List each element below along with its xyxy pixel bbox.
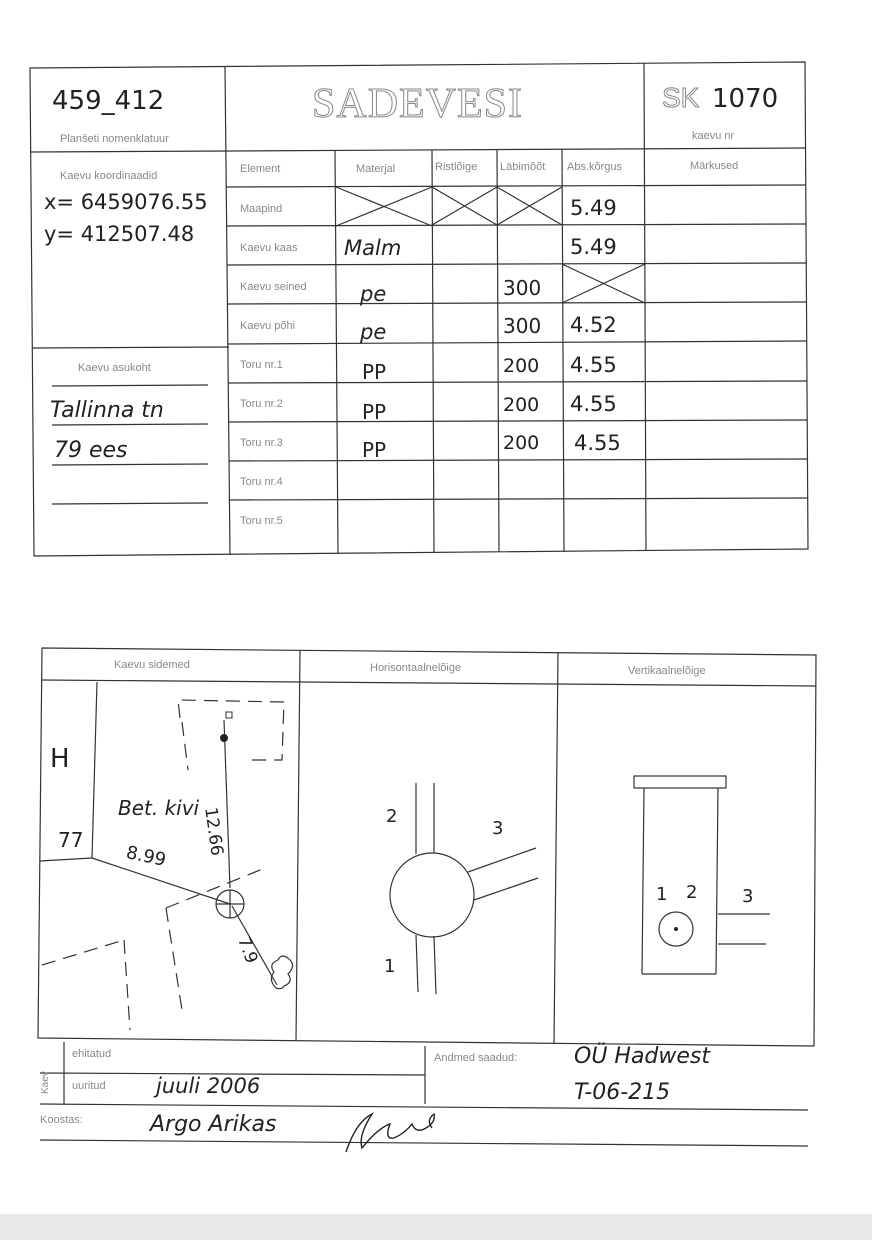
dimension-1: 12.66 — [200, 806, 227, 857]
row-element: Toru nr.1 — [240, 359, 283, 371]
header-remarks: Märkused — [690, 160, 739, 172]
row-abs-height: 4.55 — [574, 431, 621, 455]
header-horizontal: Horisontaalnelõige — [370, 662, 462, 674]
row-element: Maapind — [240, 203, 283, 215]
footer-measured-value: juuli 2006 — [156, 1074, 261, 1098]
coords-label: Kaevu koordinaadid — [60, 170, 158, 182]
row-element: Kaevu põhi — [240, 320, 296, 332]
page-title: SADEVESI — [312, 81, 524, 127]
row-material: pe — [360, 282, 387, 306]
vertical-label-1: 1 — [656, 884, 668, 905]
footer-data-from-value-1: OÜ Hadwest — [574, 1044, 711, 1069]
location-line-1: Tallinna tn — [50, 398, 164, 423]
row-element: Kaevu seined — [240, 281, 307, 293]
vertical-label-2: 2 — [686, 882, 698, 903]
row-element: Kaevu kaas — [240, 242, 298, 254]
footer-section-label: Kaev — [40, 1071, 51, 1094]
header-abs-height: Abs.kõrgus — [567, 161, 623, 173]
header-vertical: Vertikaalnelõige — [628, 665, 706, 677]
row-material: PP — [362, 438, 387, 462]
row-abs-height: 4.55 — [570, 353, 617, 377]
footer-measured-label: uuritud — [72, 1080, 106, 1092]
row-element: Toru nr.2 — [240, 398, 283, 410]
row-material: pe — [360, 320, 387, 344]
location-label: Kaevu asukoht — [78, 362, 151, 374]
header-element: Element — [240, 163, 281, 175]
header-diameter: Läbimõõt — [500, 161, 546, 173]
coord-y: y= 412507.48 — [44, 222, 195, 246]
row-abs-height: 4.52 — [570, 313, 617, 337]
row-material: PP — [362, 400, 387, 424]
footer-compiled-value: Argo Arikas — [150, 1112, 277, 1137]
footer-compiled-label: Koostas: — [40, 1114, 83, 1126]
well-number: 1070 — [712, 84, 779, 114]
row-abs-height: 5.49 — [570, 196, 617, 220]
header-ties: Kaevu sidemed — [114, 659, 190, 671]
row-material: Malm — [344, 236, 402, 260]
footer-data-from-label: Andmed saadud: — [434, 1052, 518, 1064]
row-diameter: 300 — [503, 276, 542, 300]
pipe-label-3: 3 — [492, 818, 504, 839]
well-prefix: SK — [662, 82, 700, 113]
header-material: Materjal — [356, 163, 396, 175]
pipe-label-1: 1 — [384, 956, 396, 977]
row-element: Toru nr.5 — [240, 515, 283, 527]
dimension-2: 8.99 — [124, 842, 168, 871]
row-diameter: 200 — [503, 355, 540, 377]
location-line-2: 79 ees — [54, 438, 128, 463]
house-number: 77 — [58, 828, 84, 852]
tie-point-dot — [220, 734, 228, 742]
row-abs-height: 5.49 — [570, 235, 617, 259]
dimension-3: 7.9 — [233, 934, 262, 967]
surface-label: Bet. kivi — [118, 796, 200, 820]
row-abs-height: 4.55 — [570, 392, 617, 416]
row-element: Toru nr.3 — [240, 437, 283, 449]
footer-data-from-value-2: T-06-215 — [574, 1080, 671, 1105]
header-cross-section: Ristlõige — [435, 161, 478, 173]
coord-x: x= 6459076.55 — [44, 190, 208, 214]
well-number-label: kaevu nr — [692, 130, 735, 142]
nomenclature-value: 459_412 — [52, 86, 165, 116]
row-element: Toru nr.4 — [240, 476, 283, 488]
vertical-label-3: 3 — [742, 886, 754, 907]
pipe-label-2: 2 — [386, 806, 398, 827]
row-diameter: 200 — [503, 432, 540, 454]
scan-bottom-edge — [0, 1214, 872, 1240]
pipe-1-center — [674, 927, 678, 931]
tie-point-marker — [226, 712, 232, 718]
house-letter: H — [50, 744, 70, 774]
row-material: PP — [362, 360, 387, 384]
row-diameter: 300 — [503, 314, 542, 338]
nomenclature-label: Planšeti nomenklatuur — [60, 133, 169, 145]
footer-demolished-label: ehitatud — [72, 1048, 112, 1060]
row-diameter: 200 — [503, 394, 540, 416]
